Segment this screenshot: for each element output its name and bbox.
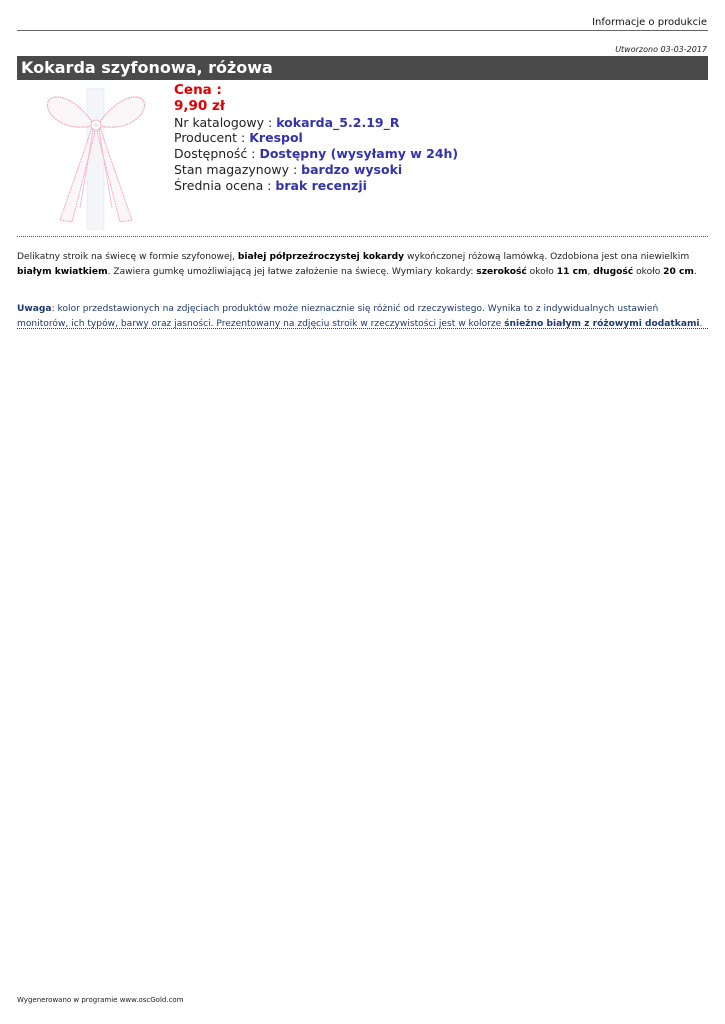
product-description: [17, 250, 712, 279]
desc-text: Delikatny stroik na świecę w formie szyfonowej,: [17, 252, 238, 262]
stock-row: [174, 162, 458, 178]
availability-value: Dostępny (wysyłamy w 24h): [259, 146, 459, 162]
desc-bold: 20 cm: [663, 266, 694, 277]
product-title: Kokarda szyfonowa, różowa: [17, 56, 708, 80]
price-label: Cena :: [174, 82, 222, 98]
availability-label: Dostępność :: [174, 146, 260, 162]
note-text: .: [699, 318, 703, 329]
desc-bold: długość: [593, 266, 634, 277]
desc-text: .: [693, 266, 697, 277]
rating-label: Średnia ocena :: [174, 177, 276, 193]
desc-text: około: [633, 266, 664, 277]
producer-row: [174, 130, 458, 146]
note-bold: śnieżno białym z różowymi dodatkami: [504, 318, 700, 329]
desc-bold: szerokość: [476, 266, 527, 277]
note-divider: [17, 328, 708, 329]
stock-label: Stan magazynowy :: [174, 161, 302, 177]
note-bold: Uwaga: [17, 304, 52, 314]
catalog-value: kokarda_5.2.19_R: [276, 114, 400, 130]
desc-bold: białym kwiatkiem: [17, 266, 108, 277]
note-text: : kolor przedstawionych na zdjęciach produktów może nieznacznie się różnić od rzeczywistego. Wynika to z indywidualnych ustawień monitorów, ich typów, barwy oraz jasności. Prezentowany na zdjęciu stroik w rzeczywistości jest w kolorze: [17, 304, 659, 329]
rating-value: brak recenzji: [275, 177, 367, 193]
producer-value: Krespol: [249, 130, 303, 146]
catalog-row: [174, 115, 458, 131]
desc-bold: białej półprzeźroczystej kokardy: [237, 252, 405, 262]
desc-bold: 11 cm: [556, 266, 588, 277]
catalog-label: Nr katalogowy :: [174, 114, 277, 130]
footer-text: Wygenerowano w programie www.oscGold.com: [17, 996, 184, 1004]
desc-text: . Zawiera gumkę umożliwiającą jej łatwe założenie na świecę. Wymiary kokardy:: [107, 266, 477, 277]
product-info: [174, 83, 458, 194]
header-divider: [17, 30, 708, 31]
availability-row: [174, 146, 458, 162]
product-image: [40, 88, 155, 230]
producer-label: Producent :: [174, 130, 250, 146]
price-value: 9,90 zł: [174, 97, 225, 114]
rating-row: [174, 178, 458, 194]
dotted-divider: [17, 236, 708, 237]
section-label: Informacje o produkcie: [592, 17, 707, 28]
color-note: [17, 302, 712, 331]
desc-text: ,: [587, 266, 594, 277]
desc-text: wykończonej różową lamówką. Ozdobiona jest ona niewielkim: [404, 252, 690, 262]
stock-value: bardzo wysoki: [301, 161, 403, 177]
desc-text: około: [526, 266, 557, 277]
created-date: Utworzono 03-03-2017: [615, 45, 707, 54]
